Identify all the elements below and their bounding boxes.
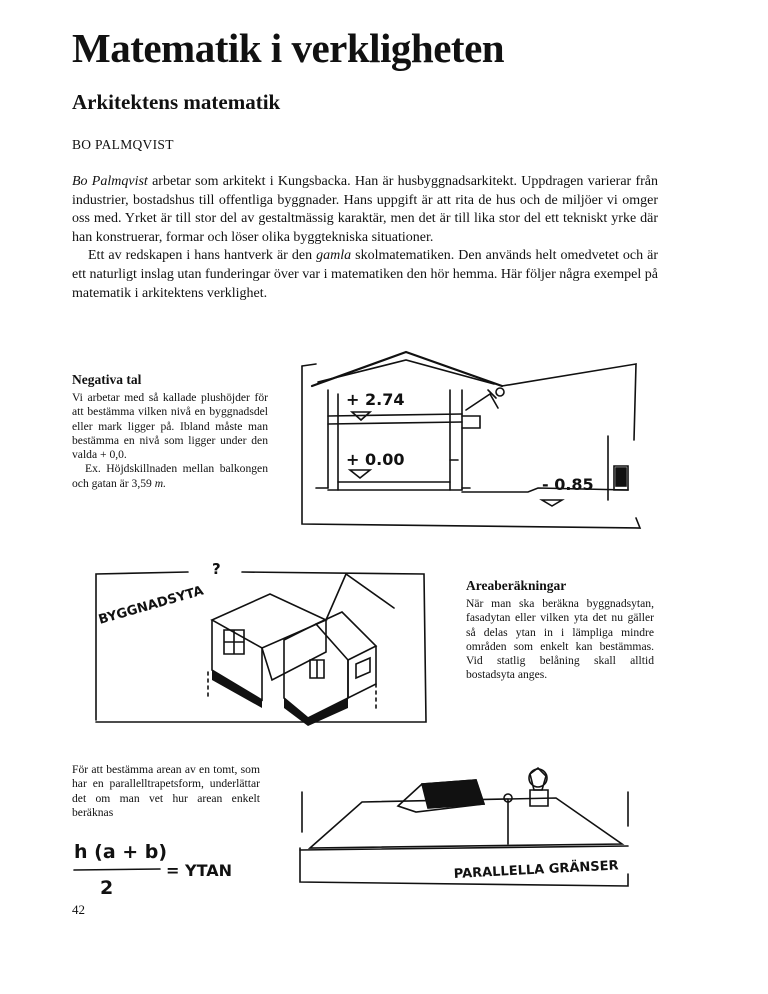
formula-denominator: 2: [100, 877, 114, 899]
parallel-text: För att bestämma arean av en tomt, som har en parallelltrapetsform, underlättar det om man vet hur arean enkelt beräknas: [72, 763, 260, 819]
building-area-question: ?: [212, 560, 221, 578]
intro-text: [72, 173, 658, 303]
negative-numbers-text: Vi arbetar med så kallade plushöjder för att bestämma vilken nivå en byggnadsdel eller mark ligger på. Ibland måste man bestämma en nivå som ligger under den valda + 0,0.: [72, 391, 268, 462]
intro-p2-start: Ett av redskapen i hans hantverk är den: [88, 248, 317, 264]
level-label-balcony: + 2.74: [346, 390, 405, 409]
trapezoid-formula: [72, 836, 252, 900]
example-text: Ex. Höjdskillnaden mellan balkongen och gatan är 3,59: [72, 462, 268, 490]
formula-result: = YTAN: [166, 861, 233, 880]
section-sketch: [298, 350, 644, 530]
page-subtitle: Arkitektens matematik: [72, 90, 281, 114]
parallel-section: [72, 763, 260, 820]
formula-numerator: h (a + b): [74, 841, 168, 863]
page-number: 42: [72, 902, 85, 917]
level-label-street: - 0.85: [542, 475, 594, 494]
intro-p2-emphasis: gamla: [316, 248, 352, 264]
area-heading: Areaberäkningar: [466, 578, 567, 593]
author-name: BO PALMQVIST: [72, 137, 174, 152]
area-text: När man ska beräkna byggnadsytan, fasadytan eller vilken yta det nu gäller så delas ytan in i lämpliga mindre områden som enkelt kan bestämmas. Vid statlig belåning skall alltid bostadsyta anges.: [466, 597, 654, 682]
intro-p1-body: arbetar som arkitekt i Kungsbacka. Han är husbyggnadsarkitekt. Uppdragen varierar från industrier, bostadshus till offentliga byggnader. Hans uppgift är att rita de hus och de miljöer vi omger oss med. Yrket är till stor del av gestaltmässig karaktär, men det är till lika stor del ett tekniskt yrke där han konstruerar, formar och löser olika byggtekniska situationer.: [72, 174, 659, 245]
negative-numbers-section: [72, 372, 268, 491]
building-area-sketch: [94, 560, 430, 730]
intro-p2-body: skolmatematiken. Den används helt omedvetet och är ett naturligt inslag utan funderingar över var i matematiken den hör hemma. Här följer några exempel på matematik i arkitektens verklighet.: [72, 248, 658, 301]
negative-numbers-example: [72, 462, 268, 491]
architect-name: Bo Palmqvist: [72, 174, 148, 189]
negative-numbers-heading: Negativa tal: [72, 372, 142, 387]
example-unit: m.: [154, 476, 167, 490]
level-label-ground: + 0.00: [346, 450, 405, 469]
intro-paragraph-2: [72, 247, 658, 303]
page-title: Matematik i verkligheten: [72, 25, 505, 71]
plot-sketch: [298, 750, 632, 890]
area-section: [466, 578, 654, 683]
building-area-label: BYGGNADSYTA: [96, 583, 206, 628]
intro-paragraph-1: [72, 173, 658, 247]
parallel-borders-label: PARALLELLA GRÄNSER: [453, 858, 619, 882]
